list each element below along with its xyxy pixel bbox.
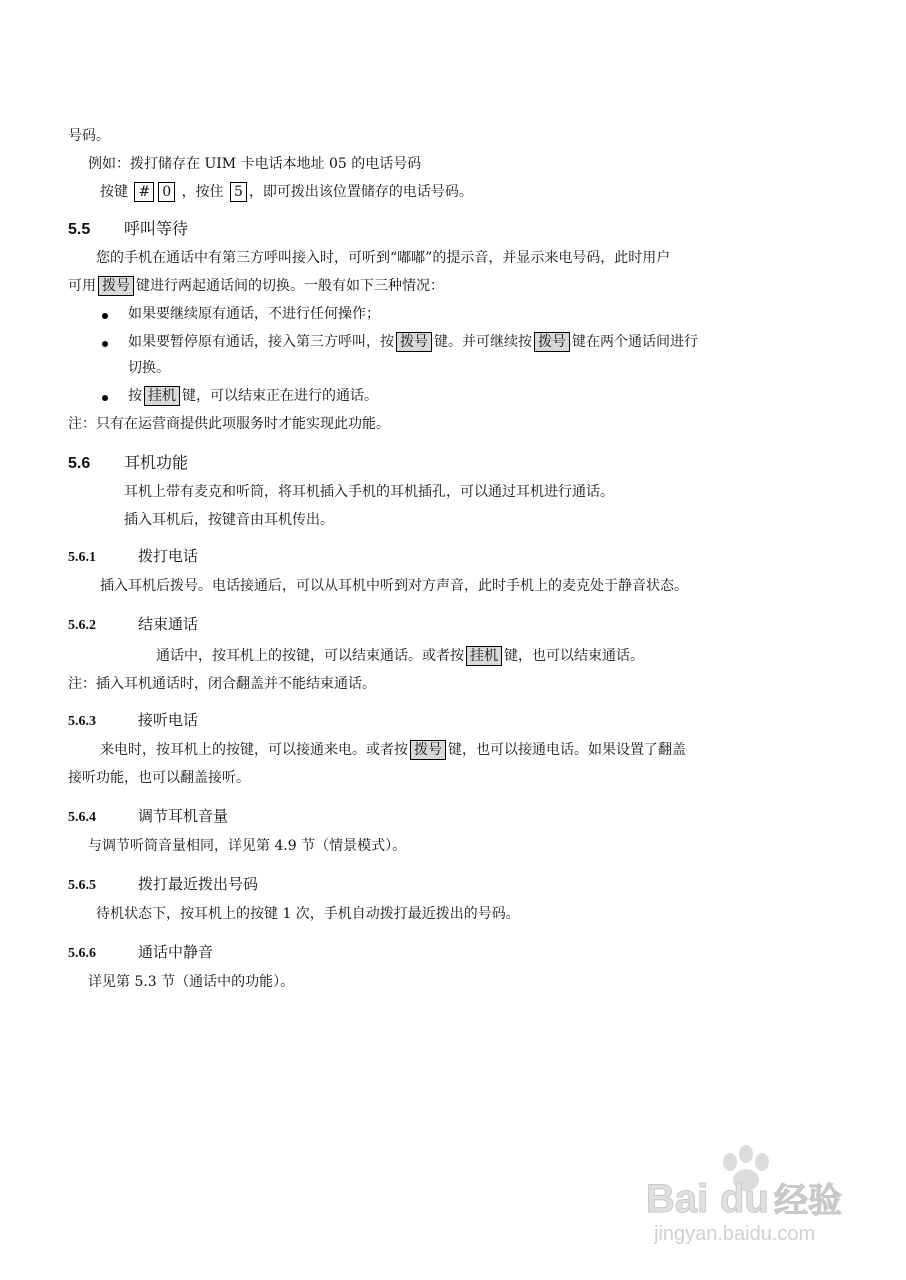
bullet-item-3 <box>128 386 378 406</box>
text-post: 键进行两起通话间的切换。一般有如下三种情况： <box>136 278 444 294</box>
text-pre: 按 <box>128 388 142 404</box>
section-5-6-paragraph-1: 耳机上带有麦克和听筒，将耳机插入手机的耳机插孔，可以通过耳机进行通话。 <box>124 484 614 500</box>
section-5-6-1-paragraph: 插入耳机后拨号。电话接通后，可以从耳机中听到对方声音，此时手机上的麦克处于静音状态。 <box>100 578 688 594</box>
text-pre: 如果要暂停原有通话，接入第三方呼叫，按 <box>128 334 394 350</box>
key-instruction <box>100 182 473 202</box>
text-pre: 可用 <box>68 278 96 294</box>
bullet-dot <box>102 341 108 347</box>
text-pre: 来电时，按耳机上的按键，可以接通来电。或者按 <box>100 742 408 758</box>
note-1: 注：只有在运营商提供此项服务时才能实现此功能。 <box>68 416 390 432</box>
section-heading-5-5 <box>68 218 188 241</box>
hangup-key: 挂机 <box>466 646 502 666</box>
section-number: 5.6.2 <box>68 618 96 633</box>
section-number: 5.6.5 <box>68 878 96 893</box>
section-number: 5.6.6 <box>68 946 96 961</box>
watermark-brand-2: du <box>720 1177 769 1221</box>
key-five: 5 <box>230 182 247 202</box>
section-title: 通话中静音 <box>138 943 214 961</box>
section-title: 调节耳机音量 <box>138 807 229 825</box>
text-mid: 键。并可继续按 <box>434 334 532 350</box>
section-5-6-3-paragraph-1 <box>100 740 686 760</box>
section-number: 5.6.4 <box>68 810 96 825</box>
section-title: 耳机功能 <box>124 453 189 472</box>
section-number: 5.6.1 <box>68 550 96 565</box>
section-title: 接听电话 <box>138 711 199 729</box>
section-heading-5-6-3 <box>68 710 198 732</box>
section-heading-5-6-6 <box>68 942 213 964</box>
example-text: 例如：拨打储存在 UIM 卡电话本地址 05 的电话号码 <box>88 156 422 172</box>
bullet-dot <box>102 313 108 319</box>
key-instruction-post: ，即可拨出该位置储存的电话号码。 <box>248 184 473 200</box>
section-heading-5-6-1 <box>68 546 198 568</box>
baidu-jingyan-watermark <box>640 1140 870 1250</box>
section-number: 5.6.3 <box>68 714 96 729</box>
section-heading-5-6-5 <box>68 874 258 896</box>
watermark-url: jingyan.baidu.com <box>654 1223 816 1245</box>
text-post: 键，也可以接通电话。如果设置了翻盖 <box>448 742 686 758</box>
watermark-cn: 经验 <box>774 1181 842 1221</box>
section-heading-5-6-2 <box>68 614 198 636</box>
section-5-6-2-paragraph <box>156 646 644 666</box>
section-5-6-5-paragraph: 待机状态下，按耳机上的按键 1 次，手机自动拨打最近拨出的号码。 <box>96 906 520 922</box>
section-number: 5.6 <box>68 455 91 472</box>
text-pre: 通话中，按耳机上的按键，可以结束通话。或者按 <box>156 648 464 664</box>
key-instruction-mid: ，按住 <box>181 184 224 200</box>
bullet-item-1: 如果要继续原有通话，不进行任何操作； <box>128 306 380 322</box>
section-heading-5-6 <box>68 452 188 475</box>
text-post: 键在两个通话间进行 <box>572 334 698 350</box>
section-title: 结束通话 <box>138 615 199 633</box>
section-5-6-6-paragraph: 详见第 5.3 节（通话中的功能）。 <box>88 974 295 990</box>
hangup-key: 挂机 <box>144 386 180 406</box>
bullet-dot <box>102 395 108 401</box>
section-title: 拨打电话 <box>138 547 199 565</box>
note-2: 注：插入耳机通话时，闭合翻盖并不能结束通话。 <box>68 676 376 692</box>
section-5-6-4-paragraph: 与调节听筒音量相同，详见第 4.9 节（情景模式）。 <box>88 838 407 854</box>
dial-key: 拨号 <box>534 332 570 352</box>
text-post: 键，也可以结束通话。 <box>504 648 644 664</box>
bullet-item-2-continuation: 切换。 <box>128 360 170 376</box>
bullet-item-2 <box>128 332 698 352</box>
watermark-brand: Bai <box>646 1177 709 1221</box>
key-hash: # <box>134 182 154 202</box>
key-instruction-pre: 按键 <box>100 184 128 200</box>
section-heading-5-6-4 <box>68 806 228 828</box>
section-title: 呼叫等待 <box>124 219 189 238</box>
paragraph-continuation: 号码。 <box>68 128 110 144</box>
key-zero: 0 <box>158 182 175 202</box>
section-number: 5.5 <box>68 221 91 238</box>
dial-key: 拨号 <box>396 332 432 352</box>
watermark-graphic <box>640 1140 870 1250</box>
dial-key: 拨号 <box>98 276 134 296</box>
section-5-5-paragraph-1: 您的手机在通话中有第三方呼叫接入时，可听到“嘟嘟”的提示音，并显示来电号码，此时用户 <box>96 250 671 266</box>
dial-key: 拨号 <box>410 740 446 760</box>
section-title: 拨打最近拨出号码 <box>138 875 259 893</box>
section-5-6-3-paragraph-2: 接听功能，也可以翻盖接听。 <box>68 770 250 786</box>
section-5-6-paragraph-2: 插入耳机后，按键音由耳机传出。 <box>124 512 334 528</box>
text-post: 键，可以结束正在进行的通话。 <box>182 388 378 404</box>
section-5-5-paragraph-2 <box>68 276 444 296</box>
